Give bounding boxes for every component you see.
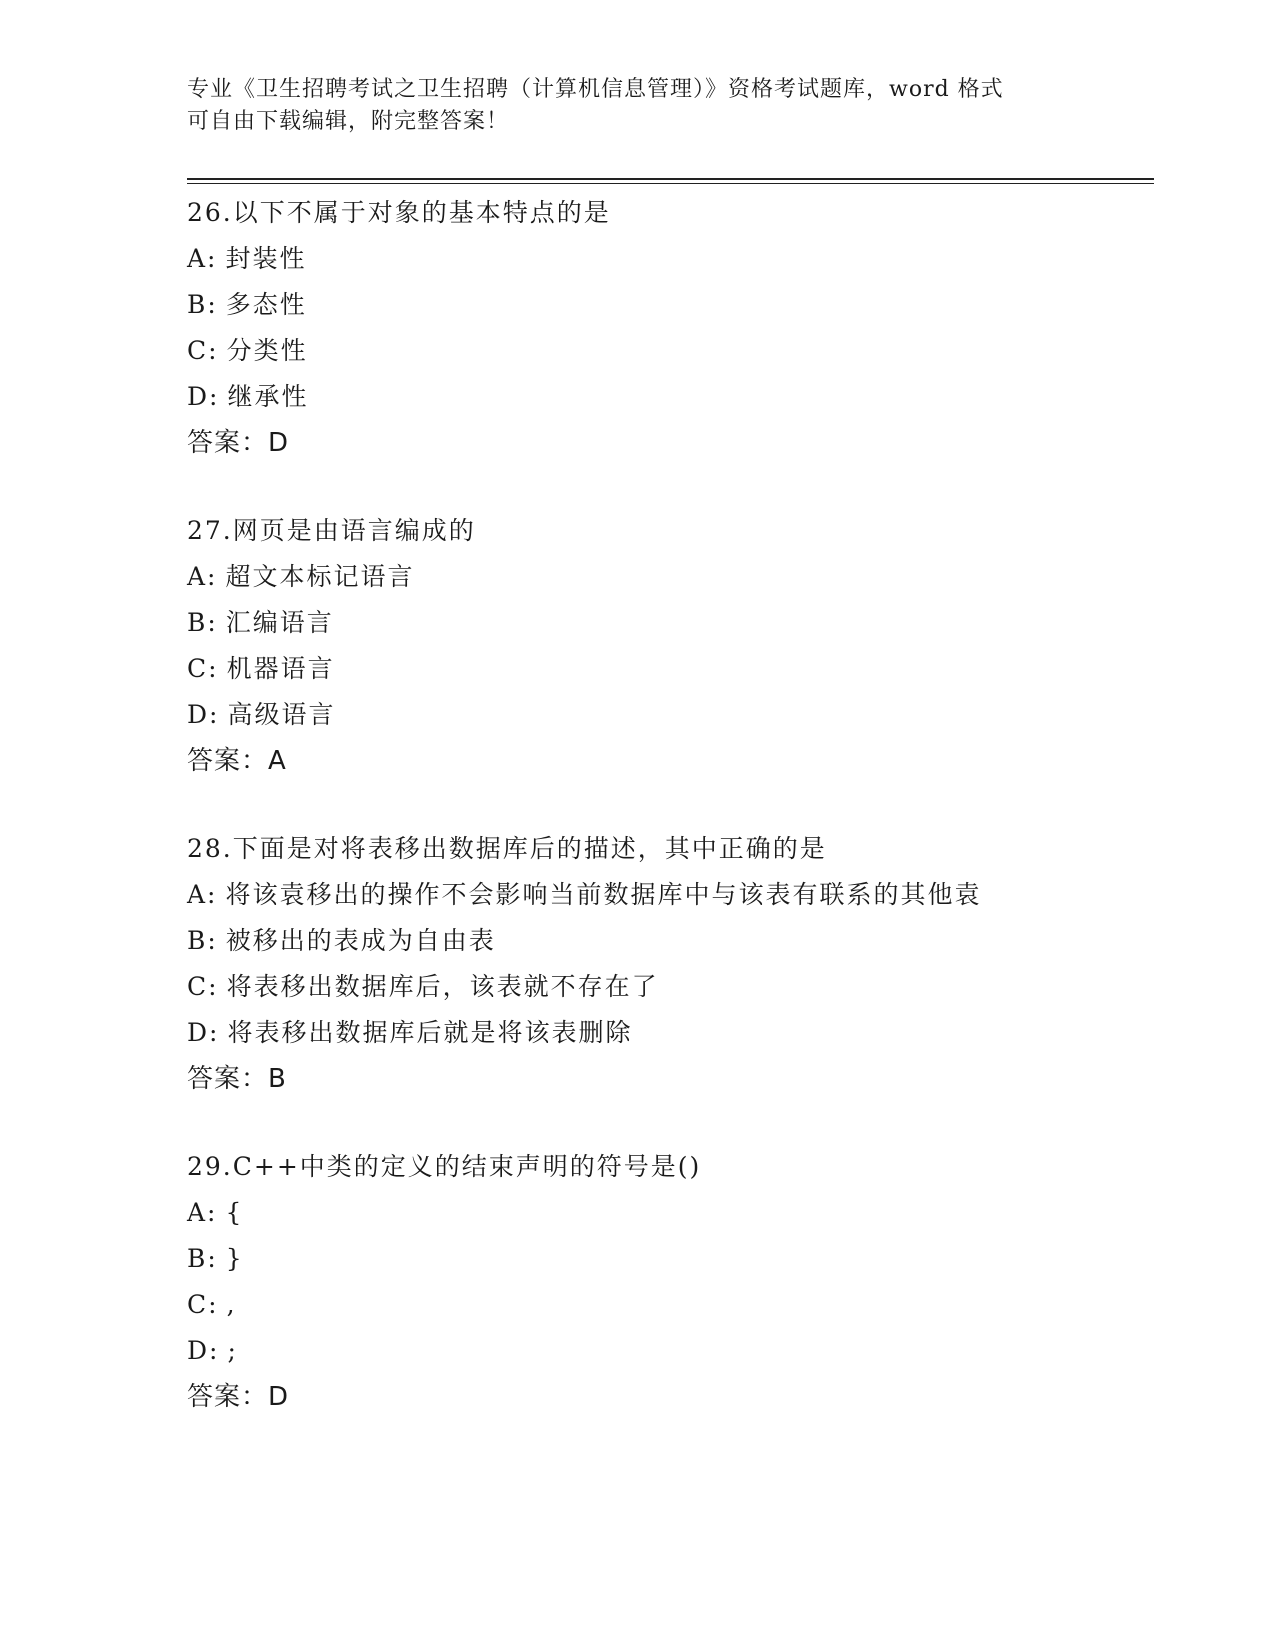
answer-line: 答案：B bbox=[187, 1064, 287, 1094]
question-stem: 29.C++中类的定义的结束声明的符号是() bbox=[187, 1152, 702, 1181]
option-text: 将该袁移出的操作不会影响当前数据库中与该表有联系的其他袁 bbox=[225, 880, 982, 909]
option-letter: A: bbox=[187, 1198, 218, 1227]
option-text: 多态性 bbox=[225, 290, 307, 319]
option-letter: A: bbox=[187, 562, 218, 591]
answer-line: 答案：D bbox=[187, 428, 290, 458]
question-stem: 27.网页是由语言编成的 bbox=[187, 516, 476, 545]
option-letter: B: bbox=[187, 608, 218, 637]
header-line-1: 专业《卫生招聘考试之卫生招聘（计算机信息管理）》资格考试题库，word 格式 bbox=[187, 77, 1004, 102]
option-letter: C: bbox=[187, 654, 219, 683]
option-letter: D: bbox=[187, 382, 220, 411]
option-letter: B: bbox=[187, 290, 218, 319]
option-text: 被移出的表成为自由表 bbox=[225, 926, 496, 955]
option-b bbox=[187, 918, 1147, 964]
option-text: 汇编语言 bbox=[225, 608, 334, 637]
option-text: 封装性 bbox=[225, 244, 307, 273]
option-a bbox=[187, 236, 1147, 282]
option-d bbox=[187, 374, 1147, 420]
option-d bbox=[187, 692, 1147, 738]
header-divider-thin bbox=[187, 183, 1154, 184]
document-header bbox=[187, 74, 1087, 138]
option-letter: B: bbox=[187, 1244, 218, 1273]
answer-line: 答案：D bbox=[187, 1382, 290, 1412]
option-text: 继承性 bbox=[227, 382, 309, 411]
option-letter: A: bbox=[187, 880, 218, 909]
option-text: } bbox=[225, 1244, 244, 1273]
option-letter: D: bbox=[187, 1018, 220, 1047]
option-c bbox=[187, 646, 1147, 692]
option-b bbox=[187, 282, 1147, 328]
option-letter: C: bbox=[187, 1290, 219, 1319]
option-c bbox=[187, 328, 1147, 374]
option-text: , bbox=[226, 1290, 237, 1319]
question-28 bbox=[187, 826, 1147, 1102]
header-line-2: 可自由下载编辑，附完整答案！ bbox=[187, 109, 510, 134]
question-26 bbox=[187, 190, 1147, 466]
option-text: 分类性 bbox=[226, 336, 308, 365]
header-divider-thick bbox=[187, 178, 1154, 180]
option-text: 超文本标记语言 bbox=[225, 562, 415, 591]
option-text: ; bbox=[227, 1336, 238, 1365]
option-text: { bbox=[225, 1198, 244, 1227]
option-c bbox=[187, 1282, 1147, 1328]
option-a bbox=[187, 1190, 1147, 1236]
option-a bbox=[187, 872, 1147, 918]
option-letter: D: bbox=[187, 700, 220, 729]
option-letter: A: bbox=[187, 244, 218, 273]
option-c bbox=[187, 964, 1147, 1010]
question-stem: 26.以下不属于对象的基本特点的是 bbox=[187, 198, 611, 227]
question-27 bbox=[187, 508, 1147, 784]
option-d bbox=[187, 1010, 1147, 1056]
option-letter: C: bbox=[187, 972, 219, 1001]
option-text: 将表移出数据库后，该表就不存在了 bbox=[226, 972, 659, 1001]
option-text: 高级语言 bbox=[227, 700, 336, 729]
option-a bbox=[187, 554, 1147, 600]
option-b bbox=[187, 600, 1147, 646]
question-stem: 28.下面是对将表移出数据库后的描述，其中正确的是 bbox=[187, 834, 827, 863]
option-b bbox=[187, 1236, 1147, 1282]
answer-line: 答案：A bbox=[187, 746, 287, 776]
question-29 bbox=[187, 1144, 1147, 1420]
option-letter: C: bbox=[187, 336, 219, 365]
option-letter: B: bbox=[187, 926, 218, 955]
question-list bbox=[187, 190, 1147, 1462]
option-d bbox=[187, 1328, 1147, 1374]
option-text: 机器语言 bbox=[226, 654, 335, 683]
option-letter: D: bbox=[187, 1336, 220, 1365]
option-text: 将表移出数据库后就是将该表删除 bbox=[227, 1018, 633, 1047]
